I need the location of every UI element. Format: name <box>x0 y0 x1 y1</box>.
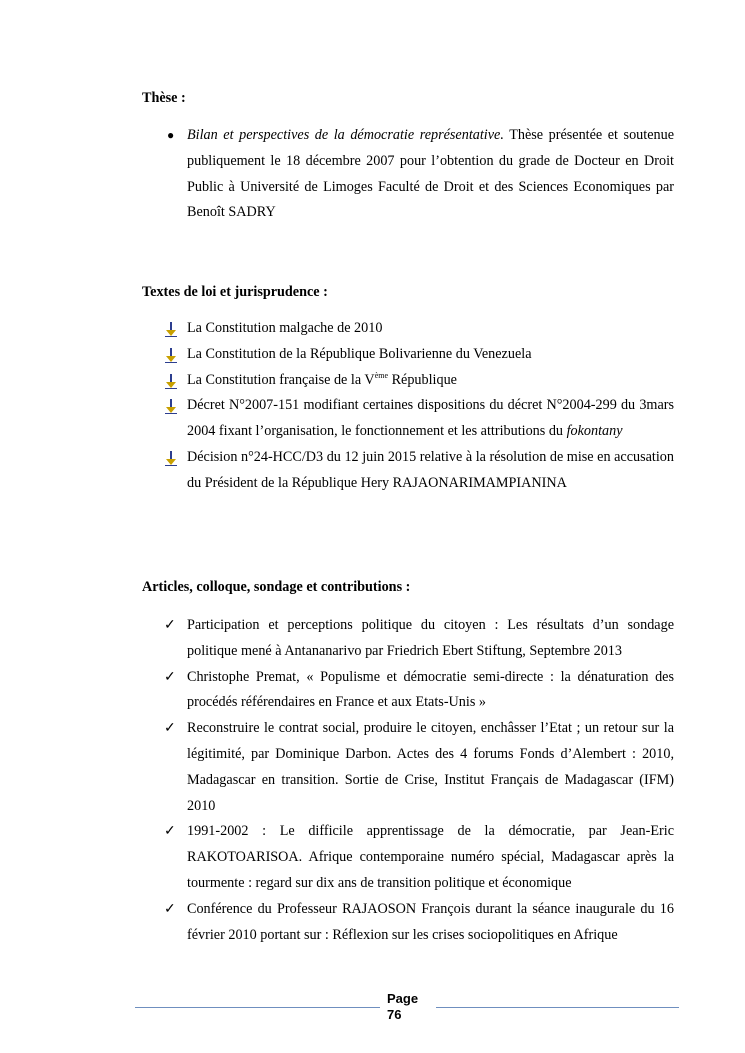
arrow-down-icon <box>165 374 177 389</box>
page-label: Page <box>387 991 419 1006</box>
list-item <box>142 393 674 445</box>
section-heading-articles: Articles, colloque, sondage et contributions : <box>142 579 411 595</box>
these-title: Bilan et perspectives de la démocratie représentative. <box>187 127 504 143</box>
list-item <box>142 613 674 665</box>
page-number <box>387 991 418 1023</box>
these-list <box>142 123 674 226</box>
arrow-down-icon <box>165 322 177 337</box>
page-number-value: 76 <box>387 1007 402 1022</box>
checkmark-icon: ✓ <box>164 824 176 840</box>
checkmark-icon: ✓ <box>164 721 176 737</box>
articles-item-1: Participation et perceptions politique du citoyen : Les résultats d’un sondage politique mené à Antananarivo par Friedrich Ebert Stiftung, Septembre 2013 <box>187 617 674 659</box>
articles-item-2: Christophe Premat, « Populisme et démocratie semi-directe : la dénaturation des procédés référendaires en France et aux Etats-Unis » <box>187 668 674 711</box>
footer-rule-right <box>436 1007 679 1008</box>
arrow-down-icon <box>165 451 177 466</box>
articles-item-5: Conférence du Professeur RAJAOSON François durant la séance inaugurale du 16 février 2010 portant sur : Réflexion sur les crises sociopolitiques en Afrique <box>187 900 674 943</box>
list-item <box>142 897 674 949</box>
articles-item-3: Reconstruire le contrat social, produire le citoyen, enchâsser l’Etat ; un retour sur la légitimité, par Dominique Darbon. Actes des 4 forums Fonds d’Alembert : 2010, Madagascar en transition. Sortie de Crise, Institut Français de Madagascar (IFM) 2010 <box>187 720 674 814</box>
textes-item-4-pre: Décret N°2007-151 modifiant certaines dispositions du décret N°2004-299 du 3mars 2004 fixant l’organisation, le fonctionnement et les attributions du <box>187 397 674 440</box>
bullet-dot: ● <box>167 128 175 142</box>
textes-item-3-post: République <box>388 371 457 388</box>
section-heading-textes: Textes de loi et jurisprudence : <box>142 284 328 300</box>
arrow-down-icon <box>165 399 177 414</box>
these-text: Thèse présentée et soutenue publiquement le 18 décembre 2007 pour l’obtention du grade de Docteur en Droit Public à Université de Limoges Faculté de Droit et des Sciences Economiques par Benoît SADRY <box>187 127 674 221</box>
arrow-down-icon <box>165 348 177 363</box>
list-item <box>142 445 674 497</box>
articles-list <box>142 613 674 948</box>
textes-list <box>142 316 674 497</box>
checkmark-icon: ✓ <box>164 669 176 685</box>
articles-item-4: 1991-2002 : Le difficile apprentissage de la démocratie, par Jean-Eric RAKOTOARISOA. Afrique contemporaine numéro spécial, Madagascar après la tourmente : regard sur dix ans de transition politique et économique <box>187 823 674 891</box>
textes-item-2: La Constitution de la République Bolivarienne du Venezuela <box>187 345 532 362</box>
textes-item-4-em: fokontany <box>566 423 623 440</box>
section-heading-these: Thèse : <box>142 90 186 106</box>
textes-item-3-pre: La Constitution française de la V <box>187 371 375 388</box>
list-item <box>142 716 674 819</box>
list-item <box>142 368 674 394</box>
textes-item-5: Décision n°24-HCC/D3 du 12 juin 2015 relative à la résolution de mise en accusation du Président de la République Hery RAJAONARIMAMPIANINA <box>187 448 674 491</box>
list-item <box>142 316 674 342</box>
footer-rule-left <box>135 1007 380 1008</box>
checkmark-icon: ✓ <box>164 618 176 633</box>
list-item <box>142 819 674 896</box>
list-item <box>142 342 674 368</box>
list-item <box>142 665 674 717</box>
textes-item-1: La Constitution malgache de 2010 <box>187 320 383 336</box>
list-item <box>142 123 674 226</box>
checkmark-icon: ✓ <box>164 901 176 917</box>
textes-item-3-sup: ème <box>374 370 389 380</box>
